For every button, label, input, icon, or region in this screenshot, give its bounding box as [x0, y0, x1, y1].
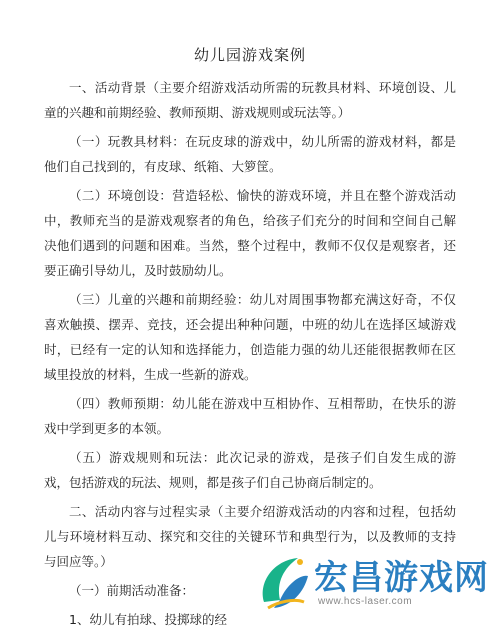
- paragraph-rules: （五）游戏规则和玩法：此次记录的游戏，是孩子们自发生成的游戏，包括游戏的玩法、规则，都是孩子们自己协商后制定的。: [44, 450, 456, 490]
- paragraph-item-1: 1、幼儿有拍球、投掷球的经: [69, 612, 227, 627]
- paragraph-expectation: （四）教师预期：幼儿能在游戏中互相协作、互相帮助，在快乐的游戏中学到更多的本领。: [44, 396, 456, 436]
- paragraph-background: 一、活动背景（主要介绍游戏活动所需的玩教具材料、环境创设、儿童的兴趣和前期经验、教师预期、游戏规则或玩法等。）: [44, 80, 456, 120]
- watermark-url: www.hcs-laser.com: [318, 596, 413, 607]
- paragraph-interest: （三）儿童的兴趣和前期经验：幼儿对周围事物都充满这好奇，不仅喜欢触摸、摆弄、竞技，还会提出种种问题，中班的幼儿在选择区域游戏时，已经有一定的认知和选择能力，创造能力强的幼儿还能很据教师在区域里投放的材料，生成一些新的游戏。: [44, 292, 456, 382]
- watermark: [250, 548, 500, 618]
- paragraph-environment: （二）环境创设：营造轻松、愉快的游戏环境，并且在整个游戏活动中，教师充当的是游戏观察者的角色，给孩子们充分的时间和空间自己解决他们遇到的问题和困难。当然，整个过程中，教师不仅仅是观察者，还要正确引导幼儿，及时鼓励幼儿。: [44, 188, 456, 278]
- leaf-swirl-logo-icon: [254, 552, 312, 614]
- paragraph-preparation: （一）前期活动准备：: [69, 583, 195, 598]
- paragraph-content: 二、活动内容与过程实录（主要介绍游戏活动的内容和过程，包括幼儿与环境材料互动、探究和交往的关键环节和典型行为，以及教师的支持与回应等。）: [44, 504, 456, 569]
- paragraph-materials: （一）玩教具材料：在玩皮球的游戏中，幼儿所需的游戏材料，都是他们自己找到的，有皮球、纸箱、大箩筐。: [44, 134, 456, 174]
- watermark-brand: 宏昌游戏网: [314, 558, 489, 598]
- document-title: 幼儿园游戏案例: [193, 46, 306, 64]
